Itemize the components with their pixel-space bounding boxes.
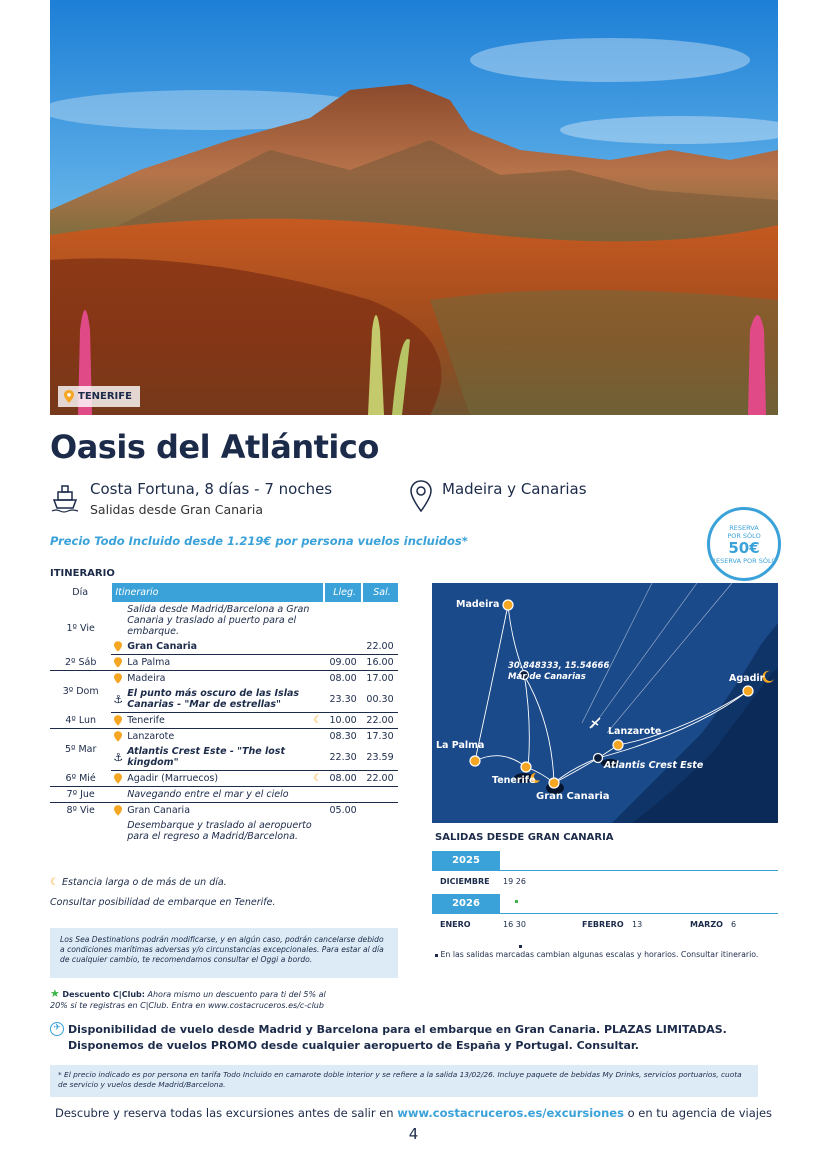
map-label-atlantis: Atlantis Crest Este xyxy=(604,760,704,771)
badge-amount: 50€ xyxy=(728,538,760,557)
page-title: Oasis del Atlántico xyxy=(50,428,379,466)
map-label-madeira: Madeira xyxy=(456,599,500,610)
table-row xyxy=(50,803,398,819)
itinerary-table xyxy=(50,583,398,844)
cclub-label: Descuento C|Club: xyxy=(62,990,145,999)
itinerary-title: ITINERARIO xyxy=(50,568,115,579)
itinerary-text: Navegando entre el mar y el cielo xyxy=(125,787,324,803)
map-label-mar: 30.848333, 15.54666 Mar de Canarias xyxy=(508,661,610,682)
hero-landscape xyxy=(50,0,778,415)
map-label-grancanaria: Gran Canaria xyxy=(536,791,610,802)
moon-icon: ☾ xyxy=(313,715,323,726)
moon-icon: ☾ xyxy=(313,773,323,784)
port-marker xyxy=(549,778,559,788)
map-label-lapalma: La Palma xyxy=(436,740,485,751)
arrival-time: 09.00 xyxy=(324,655,362,671)
region-name: Madeira y Canarias xyxy=(442,480,587,498)
page-number: 4 xyxy=(408,1125,419,1143)
header-sal: Sal. xyxy=(362,583,398,602)
port-marker xyxy=(743,686,753,696)
header-lleg: Lleg. xyxy=(324,583,362,602)
price-footnote: * El precio indicado es por persona en tarifa Todo Incluido en camarote doble interior y se refiere a la salida 13/02/26. Incluye paquete de bebidas My Drinks, servicios portuarios, cuota de servicio y vuelos desde Madrid/Barcelona. xyxy=(50,1065,758,1097)
port-name: Gran Canaria xyxy=(127,805,191,816)
departures-note-text: En las salidas marcadas cambian algunas escalas y horarios. Consultar itinerario. xyxy=(440,950,759,959)
location-tag xyxy=(58,386,140,407)
sea-destination: El punto más oscuro de las Islas Canarias - "Mar de estrellas" xyxy=(125,686,311,713)
badge-line1: RESERVA xyxy=(729,523,759,532)
badge-line2: POR SÓLO xyxy=(727,531,761,540)
port-pin-icon xyxy=(114,641,122,652)
star-icon: ★ xyxy=(50,987,60,1000)
port-pin-icon xyxy=(114,773,122,784)
port-name: Madeira xyxy=(127,673,166,684)
marker-green xyxy=(515,888,518,907)
moon-note-text: Estancia larga o de más de un día. xyxy=(62,877,227,888)
table-row xyxy=(50,671,398,687)
moon-icon: ☾ xyxy=(50,877,59,888)
day-label: 4º Lun xyxy=(50,713,111,729)
port-name: Tenerife xyxy=(125,713,311,729)
dates-feb: 13 xyxy=(632,920,643,929)
month-dic: DICIEMBRE xyxy=(440,877,490,886)
excursions-cta xyxy=(0,1106,827,1120)
departure-time: 16.00 xyxy=(362,655,398,671)
year-2025: 2025 xyxy=(432,851,500,870)
port-pin-icon xyxy=(114,715,122,726)
port-pin-icon xyxy=(114,657,122,668)
map-graphic xyxy=(432,583,778,823)
departure-time: 22.00 xyxy=(362,771,398,787)
departure-time: 23.59 xyxy=(362,744,398,771)
reservation-badge xyxy=(707,507,781,581)
table-row xyxy=(50,771,398,787)
port-name: Gran Canaria xyxy=(125,639,311,655)
location-tag-label: TENERIFE xyxy=(78,391,132,402)
month-feb: FEBRERO xyxy=(582,920,624,929)
table-row xyxy=(50,729,398,745)
moon-note xyxy=(50,877,227,888)
day-label: 6º Mié xyxy=(50,771,111,787)
departure-time: 17.30 xyxy=(366,731,394,742)
departure-time xyxy=(362,803,398,819)
cta-post: o en tu agencia de viajes xyxy=(627,1106,773,1120)
sea-marker xyxy=(594,754,603,763)
port-marker xyxy=(503,600,513,610)
arrival-time: 05.00 xyxy=(329,805,357,816)
arrival-time: 10.00 xyxy=(324,713,362,729)
departure-time: 22.00 xyxy=(362,639,398,655)
price-line: Precio Todo Incluido desde 1.219€ por persona vuelos incluidos* xyxy=(50,534,468,548)
header-dia: Día xyxy=(72,587,89,598)
day-label: 5º Mar xyxy=(64,744,97,756)
location-pin-icon xyxy=(410,480,432,512)
departure-time: 22.00 xyxy=(362,713,398,729)
location-pin-icon xyxy=(64,390,74,403)
arrival-time: 22.30 xyxy=(324,744,362,771)
region-info xyxy=(410,480,587,512)
flights-info xyxy=(50,1022,727,1054)
arrival-time: 08.00 xyxy=(324,771,362,787)
arrival-time xyxy=(324,639,362,655)
table-row xyxy=(50,787,398,803)
day-label: 2º Sáb xyxy=(50,655,111,671)
tenerife-note: Consultar posibilidad de embarque en Tenerife. xyxy=(50,897,276,908)
square-icon xyxy=(435,954,438,957)
route-map xyxy=(432,583,778,823)
departure-port: Salidas desde Gran Canaria xyxy=(90,502,263,517)
excursions-link[interactable]: www.costacruceros.es/excursiones xyxy=(397,1106,624,1120)
port-pin-icon xyxy=(114,731,122,742)
departure-time: 17.00 xyxy=(366,673,394,684)
ship-icon xyxy=(50,480,80,514)
itinerary-header xyxy=(50,583,398,602)
port-name: Agadir (Marruecos) xyxy=(125,771,311,787)
flights-line2: Disponemos de vuelos PROMO desde cualquier aeropuerto de España y Portugal. Consultar. xyxy=(68,1039,639,1052)
year-divider xyxy=(432,870,778,871)
day-label: 8º Vie xyxy=(66,805,95,816)
port-pin-icon xyxy=(114,805,122,816)
table-row xyxy=(50,655,398,671)
cclub-discount xyxy=(50,988,340,1011)
port-marker xyxy=(613,740,623,750)
port-pin-icon xyxy=(114,673,122,684)
ship-name: Costa Fortuna, 8 días - 7 noches xyxy=(90,480,333,498)
arrival-time: 23.30 xyxy=(324,686,362,713)
day-label: 7º Jue xyxy=(50,787,111,803)
day-label: 1º Vie xyxy=(66,622,95,634)
port-name: La Palma xyxy=(125,655,311,671)
dates-mar: 6 xyxy=(731,920,737,929)
map-label-tenerife: Tenerife xyxy=(492,775,536,786)
cclub-text: Ahora mismo un descuento para ti del 5% al 20% si te registras en C|Club. Entra en www.costacruceros.es/c-club xyxy=(50,990,326,1010)
year-2026: 2026 xyxy=(432,894,500,913)
hero-image xyxy=(50,0,778,415)
badge-line3: RESERVA POR SÓLO xyxy=(711,556,777,565)
month-mar: MARZO xyxy=(690,920,723,929)
sea-destinations-info: Los Sea Destinations podrán modificarse, y en algún caso, podrán cancelarse debido a condiciones marítimas adversas y/o circunstancias excepcionales. Para estar al día de cualquier cambio, te recomendamos consultar el Oggi a bordo. xyxy=(50,928,398,978)
itinerary-text: Desembarque y traslado al aeropuerto para el regreso a Madrid/Barcelona. xyxy=(127,820,312,842)
departures-note xyxy=(435,950,758,959)
map-label-agadir: Agadir xyxy=(729,673,765,684)
departure-time: 00.30 xyxy=(362,686,398,713)
departures-title: SALIDAS DESDE GRAN CANARIA xyxy=(435,832,614,843)
year-divider xyxy=(432,913,778,914)
airplane-icon: ✈ xyxy=(50,1022,64,1036)
itinerary-text: Salida desde Madrid/Barcelona a Gran Canaria y traslado al puerto para el embarque. xyxy=(127,604,310,637)
airplane-icon xyxy=(590,718,600,728)
flights-line1: Disponibilidad de vuelo desde Madrid y Barcelona para el embarque en Gran Canaria. PLAZAS LIMITADAS. xyxy=(68,1023,727,1036)
arrival-time: 08.30 xyxy=(329,731,357,742)
month-ene: ENERO xyxy=(440,920,471,929)
dates-ene: 16 30 xyxy=(503,920,526,929)
table-row xyxy=(50,713,398,729)
day-label: 3º Dom xyxy=(62,686,99,698)
port-name: Lanzarote xyxy=(127,731,175,742)
anchor-icon: ⚓ xyxy=(113,750,124,764)
ship-info xyxy=(50,480,332,517)
anchor-icon: ⚓ xyxy=(113,692,124,706)
dates-dic: 19 26 xyxy=(503,877,526,886)
map-label-lanzarote: Lanzarote xyxy=(608,726,662,737)
sea-destination: Atlantis Crest Este - "The lost kingdom" xyxy=(125,744,311,771)
port-marker xyxy=(470,756,480,766)
table-row xyxy=(50,602,398,639)
arrival-time: 08.00 xyxy=(329,673,357,684)
header-itinerario: Itinerario xyxy=(111,583,324,602)
cta-pre: Descubre y reserva todas las excursiones antes de salir en xyxy=(54,1106,394,1120)
port-marker xyxy=(521,762,531,772)
